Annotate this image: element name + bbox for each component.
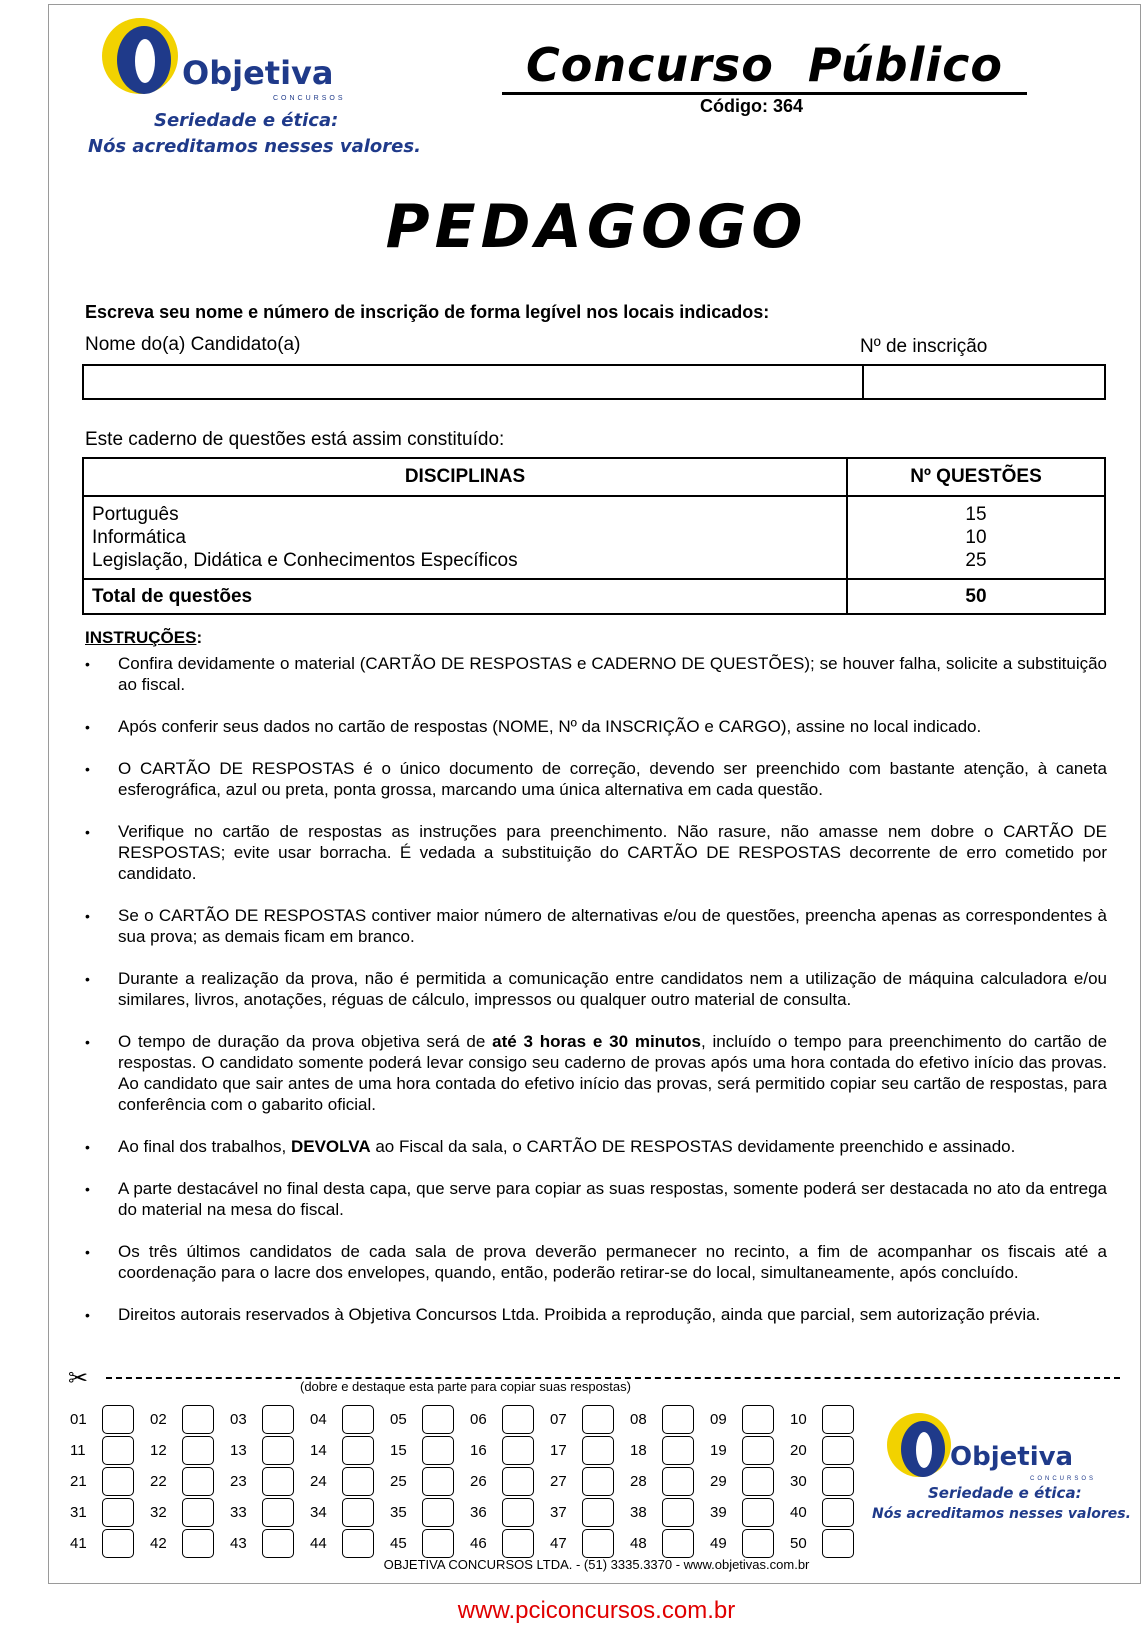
answer-box[interactable]: [342, 1467, 374, 1496]
list-item: • Após conferir seus dados no cartão de respostas (NOME, Nº da INSCRIÇÃO e CARGO), assine no local indicado.: [85, 716, 1107, 737]
answer-number: 24: [310, 1473, 327, 1490]
disciplina-name: Português: [92, 504, 179, 525]
answer-box[interactable]: [822, 1529, 854, 1558]
item8-c: ao Fiscal da sala, o CARTÃO DE RESPOSTAS devidamente preenchido e assinado.: [370, 1137, 1016, 1156]
answer-number: 30: [790, 1473, 807, 1490]
answer-box[interactable]: [662, 1405, 694, 1434]
answer-cell: [550, 1405, 630, 1435]
answer-cell: [390, 1436, 470, 1466]
list-item: • Durante a realização da prova, não é permitida a comunicação entre candidatos nem a utilização de máquina calculadora e/ou similares, livros, anotações, réguas de cálculo, impressos ou qualquer outro material de consulta.: [85, 968, 1107, 1010]
answer-number: 03: [230, 1411, 247, 1428]
answer-cell: [230, 1467, 310, 1497]
answer-cell: [150, 1498, 230, 1528]
answer-box[interactable]: [822, 1498, 854, 1527]
answer-box[interactable]: [422, 1498, 454, 1527]
total-row: [83, 579, 1105, 614]
answer-cell: [70, 1405, 150, 1435]
answer-number: 38: [630, 1504, 647, 1521]
form-instruction: Escreva seu nome e número de inscrição de forma legível nos locais indicados:: [85, 302, 770, 322]
answer-cell: [230, 1498, 310, 1528]
answer-box[interactable]: [502, 1498, 534, 1527]
answer-cell: [150, 1436, 230, 1466]
answer-box[interactable]: [182, 1436, 214, 1465]
answer-number: 26: [470, 1473, 487, 1490]
item8-a: Ao final dos trabalhos,: [118, 1137, 291, 1156]
answer-number: 17: [550, 1442, 567, 1459]
answer-cell: [550, 1467, 630, 1497]
answer-number: 20: [790, 1442, 807, 1459]
answer-box[interactable]: [822, 1405, 854, 1434]
answer-box[interactable]: [182, 1529, 214, 1558]
codigo: Código: 364: [700, 96, 804, 116]
answer-cell: [630, 1467, 710, 1497]
answer-box[interactable]: [342, 1498, 374, 1527]
answer-cell: [150, 1529, 230, 1559]
answer-box[interactable]: [662, 1529, 694, 1558]
answer-box[interactable]: [662, 1436, 694, 1465]
logo-sub: CONCURSOS: [1030, 1476, 1097, 1482]
answer-box[interactable]: [502, 1436, 534, 1465]
answer-cell: [710, 1498, 790, 1528]
header-disciplinas: DISCIPLINAS: [83, 458, 847, 496]
answer-cell: [630, 1405, 710, 1435]
answer-box[interactable]: [742, 1498, 774, 1527]
answer-box[interactable]: [262, 1498, 294, 1527]
answer-box[interactable]: [422, 1529, 454, 1558]
answer-box[interactable]: [422, 1436, 454, 1465]
answer-number: 50: [790, 1535, 807, 1552]
answer-box[interactable]: [822, 1467, 854, 1496]
answer-cell: [550, 1436, 630, 1466]
answer-cell: [550, 1498, 630, 1528]
answer-box[interactable]: [742, 1467, 774, 1496]
answer-box[interactable]: [662, 1498, 694, 1527]
cargo-title: PEDAGOGO: [385, 192, 808, 262]
answer-cell: [310, 1467, 390, 1497]
answer-box[interactable]: [102, 1405, 134, 1434]
answer-cell: [390, 1405, 470, 1435]
answer-box[interactable]: [342, 1405, 374, 1434]
answer-number: 48: [630, 1535, 647, 1552]
disciplina-name: Informática: [92, 527, 186, 548]
answer-cell: [470, 1529, 550, 1559]
header-questoes: Nº QUESTÕES: [847, 458, 1105, 496]
answer-box[interactable]: [262, 1405, 294, 1434]
answer-cell: [230, 1405, 310, 1435]
disciplina-count: 15: [965, 504, 987, 525]
answer-cell: [310, 1405, 390, 1435]
answer-cell: [710, 1467, 790, 1497]
answer-cell: [470, 1498, 550, 1528]
answer-box[interactable]: [422, 1467, 454, 1496]
answer-number: 07: [550, 1411, 567, 1428]
logo-brand: Objetiva: [182, 54, 334, 92]
answer-box[interactable]: [742, 1436, 774, 1465]
answer-box[interactable]: [742, 1405, 774, 1434]
answer-cell: [310, 1529, 390, 1559]
answer-cell: [70, 1529, 150, 1559]
answer-cell: [310, 1498, 390, 1528]
answer-box[interactable]: [102, 1529, 134, 1558]
answer-cell: [710, 1405, 790, 1435]
answer-number: 15: [390, 1442, 407, 1459]
answer-cell: [790, 1529, 870, 1559]
candidate-form: [82, 364, 1106, 400]
answer-number: 12: [150, 1442, 167, 1459]
answer-cell: [790, 1467, 870, 1497]
answer-number: 47: [550, 1535, 567, 1552]
list-item: • O CARTÃO DE RESPOSTAS é o único documento de correção, devendo ser preenchido com bastante atenção, à caneta esferográfica, azul ou preta, ponta grossa, marcando uma única alternativa em cada questão.: [85, 758, 1107, 800]
logo-emblem-icon: [884, 1410, 954, 1480]
inscricao-label: Nº de inscrição: [860, 336, 988, 357]
logo-slogan-1: Seriedade e ética:: [928, 1484, 1082, 1502]
instructions-list: [85, 653, 1107, 1325]
answer-number: 25: [390, 1473, 407, 1490]
answer-number: 49: [710, 1535, 727, 1552]
answer-cell: [390, 1529, 470, 1559]
answer-number: 16: [470, 1442, 487, 1459]
answer-number: 34: [310, 1504, 327, 1521]
answer-box[interactable]: [102, 1498, 134, 1527]
answer-number: 10: [790, 1411, 807, 1428]
answer-box[interactable]: [422, 1405, 454, 1434]
answer-number: 23: [230, 1473, 247, 1490]
answer-cell: [470, 1405, 550, 1435]
answer-box[interactable]: [182, 1467, 214, 1496]
logo-emblem-icon: [98, 14, 182, 98]
answer-box[interactable]: [502, 1467, 534, 1496]
list-item: • Direitos autorais reservados à Objetiva Concursos Ltda. Proibida a reprodução, ainda que parcial, sem autorização prévia.: [85, 1304, 1107, 1325]
answer-box[interactable]: [662, 1467, 694, 1496]
list-item: • Verifique no cartão de respostas as instruções para preenchimento. Não rasure, não amasse nem dobre o CARTÃO DE RESPOSTAS; evite usar borracha. É vedada a substituição do CARTÃO DE RESPOSTAS decorrente de erro cometido por candidato.: [85, 821, 1107, 884]
answer-number: 19: [710, 1442, 727, 1459]
answer-number: 45: [390, 1535, 407, 1552]
disciplinas-table: [82, 457, 1106, 615]
answer-cell: [150, 1405, 230, 1435]
table-row: [83, 496, 1105, 579]
answer-number: 42: [150, 1535, 167, 1552]
disciplina-name: Legislação, Didática e Conhecimentos Específicos: [92, 550, 518, 571]
answer-box[interactable]: [502, 1529, 534, 1558]
list-item: [85, 1136, 1107, 1157]
page-title: Concurso Público: [502, 38, 1027, 95]
logo-bottom: [872, 1410, 1131, 1522]
answer-box[interactable]: [262, 1436, 294, 1465]
total-label: Total de questões: [83, 579, 847, 614]
footer-contact: OBJETIVA CONCURSOS LTDA. - (51) 3335.3370 - www.objetivas.com.br: [383, 1557, 810, 1572]
name-label: Nome do(a) Candidato(a): [85, 334, 301, 355]
answer-number: 46: [470, 1535, 487, 1552]
answer-cell: [230, 1529, 310, 1559]
answer-number: 36: [470, 1504, 487, 1521]
disciplina-count: 10: [965, 527, 987, 548]
answer-box[interactable]: [582, 1529, 614, 1558]
list-item: • Os três últimos candidatos de cada sala de prova deverão permanecer no recinto, a fim de acompanhar os fiscais até a coordenação para o lacre dos envelopes, quando, então, poderão retirar-se do local, simultaneamente, após concluído.: [85, 1241, 1107, 1283]
answer-number: 35: [390, 1504, 407, 1521]
answer-cell: [390, 1467, 470, 1497]
item7-b: até 3 horas e 30 minutos: [492, 1032, 701, 1051]
list-item: [85, 1031, 1107, 1115]
answer-number: 41: [70, 1535, 87, 1552]
answer-box[interactable]: [102, 1467, 134, 1496]
answer-number: 01: [70, 1411, 87, 1428]
answer-number: 05: [390, 1411, 407, 1428]
answer-cell: [550, 1529, 630, 1559]
answer-cell: [630, 1529, 710, 1559]
answer-number: 18: [630, 1442, 647, 1459]
answer-cell: [70, 1467, 150, 1497]
inscricao-field[interactable]: [863, 365, 1105, 399]
total-value: 50: [847, 579, 1105, 614]
answer-number: 21: [70, 1473, 87, 1490]
answer-number: 02: [150, 1411, 167, 1428]
answer-box[interactable]: [822, 1436, 854, 1465]
answer-box[interactable]: [182, 1498, 214, 1527]
answer-number: 14: [310, 1442, 327, 1459]
answer-number: 29: [710, 1473, 727, 1490]
disciplina-count: 25: [965, 550, 987, 571]
answer-box[interactable]: [502, 1405, 534, 1434]
answer-cell: [710, 1436, 790, 1466]
answer-box[interactable]: [342, 1436, 374, 1465]
answer-number: 39: [710, 1504, 727, 1521]
answer-box[interactable]: [742, 1529, 774, 1558]
answer-number: 32: [150, 1504, 167, 1521]
answer-box[interactable]: [582, 1467, 614, 1496]
scissors-icon: ✂: [68, 1365, 89, 1392]
answer-cell: [710, 1529, 790, 1559]
list-item: • Se o CARTÃO DE RESPOSTAS contiver maior número de alternativas e/ou de questões, preencha apenas as correspondentes à sua prova; as demais ficam em branco.: [85, 905, 1107, 947]
list-item: • Confira devidamente o material (CARTÃO DE RESPOSTAS e CADERNO DE QUESTÕES); se houver falha, solicite a substituição ao fiscal.: [85, 653, 1107, 695]
answer-number: 31: [70, 1504, 87, 1521]
answer-cell: [790, 1498, 870, 1528]
answer-cell: [70, 1436, 150, 1466]
item8-b: DEVOLVA: [290, 1137, 371, 1156]
answer-number: 44: [310, 1535, 327, 1552]
answer-number: 33: [230, 1504, 247, 1521]
answer-number: 37: [550, 1504, 567, 1521]
answer-cell: [630, 1498, 710, 1528]
item7-c: , incluído o tempo para preenchimento do cartão de respostas. O candidato somente poderá levar consigo seu caderno de provas após uma hora contada do efetivo início das provas. Ao candidato que sair antes de uma hora contada do efetivo início das provas, será permitido copiar seu cartão de respostas, para conferência com o gabarito oficial.: [118, 1032, 1107, 1114]
answer-cell: [390, 1498, 470, 1528]
answer-box[interactable]: [262, 1467, 294, 1496]
answer-cell: [230, 1436, 310, 1466]
answer-box[interactable]: [342, 1529, 374, 1558]
item7-a: O tempo de duração da prova objetiva será de: [118, 1032, 493, 1051]
disciplinas-intro: Este caderno de questões está assim constituído:: [85, 429, 505, 450]
logo-brand: Objetiva: [950, 1442, 1074, 1472]
answer-box[interactable]: [582, 1405, 614, 1434]
answer-number: 22: [150, 1473, 167, 1490]
answer-box[interactable]: [262, 1529, 294, 1558]
list-item: • A parte destacável no final desta capa, que serve para copiar as suas respostas, somente poderá ser destacada no ato da entrega do material na mesa do fiscal.: [85, 1178, 1107, 1220]
answer-cell: [790, 1436, 870, 1466]
answer-number: 08: [630, 1411, 647, 1428]
logo-slogan-2: Nós acreditamos nesses valores.: [88, 136, 421, 157]
fold-text: (dobre e destaque esta parte para copiar suas respostas): [300, 1379, 631, 1394]
site-url[interactable]: www.pciconcursos.com.br: [457, 1597, 736, 1624]
answer-cell: [310, 1436, 390, 1466]
answer-number: 11: [70, 1442, 86, 1459]
answer-number: 06: [470, 1411, 487, 1428]
answer-cell: [790, 1405, 870, 1435]
instrucoes-title-text: INSTRUÇÕES: [85, 628, 197, 647]
answer-number: 43: [230, 1535, 247, 1552]
answer-cell: [630, 1436, 710, 1466]
answer-box[interactable]: [102, 1436, 134, 1465]
answer-number: 13: [230, 1442, 247, 1459]
answer-box[interactable]: [182, 1405, 214, 1434]
answer-cell: [470, 1467, 550, 1497]
instrucoes-title: INSTRUÇÕES:: [85, 628, 203, 647]
answer-number: 09: [710, 1411, 727, 1428]
answer-cell: [150, 1467, 230, 1497]
logo-top: [88, 14, 421, 157]
answer-box[interactable]: [582, 1436, 614, 1465]
answer-number: 28: [630, 1473, 647, 1490]
answer-cell: [470, 1436, 550, 1466]
answer-cell: [70, 1498, 150, 1528]
answer-number: 27: [550, 1473, 567, 1490]
logo-slogan-1: Seriedade e ética:: [154, 110, 339, 131]
name-field[interactable]: [83, 365, 863, 399]
answer-number: 04: [310, 1411, 327, 1428]
answer-number: 40: [790, 1504, 807, 1521]
answer-box[interactable]: [582, 1498, 614, 1527]
logo-sub: CONCURSOS: [273, 95, 346, 102]
logo-slogan-2: Nós acreditamos nesses valores.: [872, 1506, 1131, 1522]
